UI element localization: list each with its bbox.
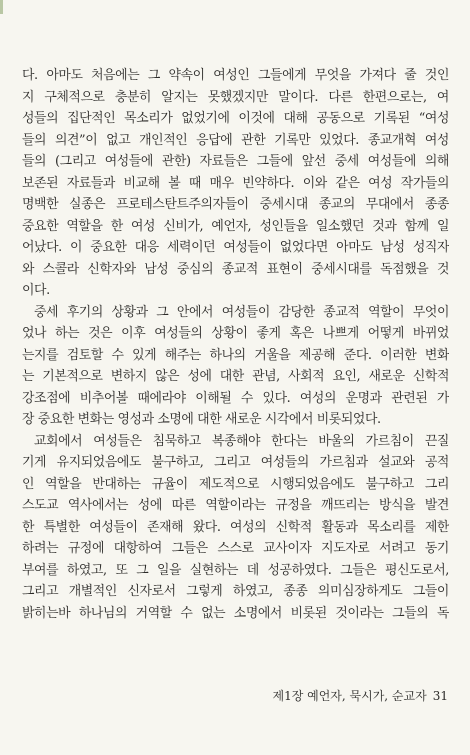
page-number: 31 xyxy=(432,689,448,703)
text-line: 는지를 검토할 수 있게 해주는 하나의 거울을 제공해 준다. 이러한 변화 xyxy=(22,347,449,363)
text-line: 성들의 집단적인 목소리가 없었기에 이것에 대해 공동으로 기록된 “여성 xyxy=(22,111,449,126)
text-line: 스도교 역사에서는 성에 따른 역할이라는 규정을 깨뜨리는 방식을 발견 xyxy=(22,498,449,513)
text-line: 기게 유지되었음에도 불구하고, 그리고 여성들의 가르침과 설교와 공적 xyxy=(22,455,449,470)
chapter-title: 제1장 예언자, 묵시가, 순교자 xyxy=(272,689,427,703)
text-line: 장 중요한 변화는 영성과 소명에 대한 새로운 시각에서 비롯되었다. xyxy=(22,412,381,427)
text-line: 교회에서 여성들은 침묵하고 복종해야 한다는 바울의 가르침이 끈질 xyxy=(34,433,449,449)
text-line: 지 구체적으로 충분히 알지는 못했겠지만 말이다. 다른 한편으로는, 여 xyxy=(22,89,449,105)
text-line: 강조점에 비추어볼 때에라야 이해될 수 있다. 여성의 운명과 관련된 가 xyxy=(22,390,449,406)
text-line: 어났다. 이 중요한 대응 세력이던 여성들이 없었다면 아마도 남성 성직자 xyxy=(22,240,449,255)
text-line: 그리고 개별적인 신자로서 그렇게 하였고, 종종 의미심장하게도 그들이 xyxy=(22,584,449,599)
text-line: 하려는 규정에 대항하여 그들은 스스로 교사이자 지도자로 서려고 동기 xyxy=(22,541,449,556)
text-line: 보존된 자료들과 비교해 볼 때 매우 빈약하다. 이와 같은 여성 작가들의 xyxy=(22,175,449,191)
text-line: 이다. xyxy=(22,283,50,298)
text-line: 인 역할을 반대하는 규율이 제도적으로 시행되었음에도 불구하고 그리 xyxy=(22,476,449,492)
running-footer xyxy=(272,688,448,704)
text-line: 한 특별한 여성들이 존재해 왔다. 여성의 신학적 활동과 목소리를 제한 xyxy=(22,519,449,535)
text-line: 는 기본적으로 변하지 않은 성에 대한 관념, 사회적 요인, 새로운 신학적 xyxy=(22,369,449,384)
text-line: 들의 (그리고 여성들에 관한) 자료들은 그들에 앞선 중세 여성들에 의해 xyxy=(22,154,449,169)
text-line: 들의 의견”이 없고 개인적인 응답에 관한 기록만 있었다. 종교개혁 여성 xyxy=(22,132,449,148)
text-line: 다. 아마도 처음에는 그 약속이 여성인 그들에게 무엇을 가져다 줄 것인 xyxy=(22,68,449,83)
text-line: 었나 하는 것은 이후 여성들의 상황이 좋게 혹은 나쁘게 어떻게 바뀌었 xyxy=(22,326,449,341)
text-line: 명백한 실종은 프로테스탄트주의자들이 중세시대 종교의 무대에서 종종 xyxy=(22,197,449,212)
text-line: 부여를 하였고, 또 그 일을 실현하는 데 성공하였다. 그들은 평신도로서, xyxy=(22,562,449,578)
page-corner-mark xyxy=(0,0,3,14)
text-line: 밝히는바 하나님의 거역할 수 없는 소명에서 비롯된 것이라는 그들의 독 xyxy=(22,605,449,621)
body-text xyxy=(22,65,449,624)
text-line: 중요한 역할을 한 여성 신비가, 예언자, 성인들을 일소했던 것과 함께 일 xyxy=(22,218,449,234)
text-line: 중세 후기의 상황과 그 안에서 여성들이 감당한 종교적 역할이 무엇이 xyxy=(34,304,449,320)
text-line: 와 스콜라 신학자와 남성 중심의 종교적 표현이 중세시대를 독점했을 것 xyxy=(22,261,449,277)
